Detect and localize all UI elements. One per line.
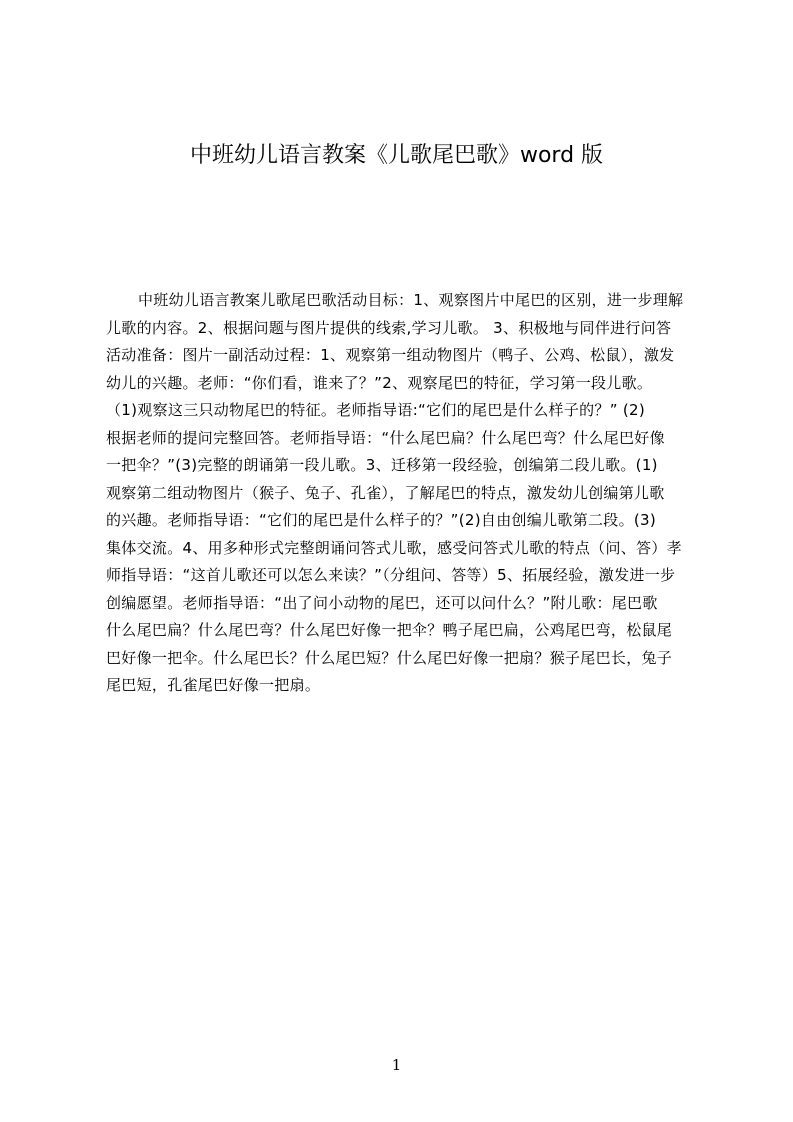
body-line: 的兴趣。老师指导语：“它们的尾巴是什么样子的？”(2)自由创编儿歌第二段。(3) bbox=[106, 511, 657, 529]
body-line: 一把伞？”(3)完整的朗诵第一段儿歌。3、迁移第一段经验，创编第二段儿歌。(1) bbox=[106, 456, 658, 474]
body-line: 儿歌的内容。2、根据问题与图片提供的线索,学习儿歌。 3、积极地与同伴进行问答 bbox=[106, 318, 672, 337]
page-number: 1 bbox=[391, 1056, 402, 1074]
document-title: 中班幼儿语言教案《儿歌尾巴歌》word 版 bbox=[189, 143, 604, 168]
body-line: 幼儿的兴趣。老师：“你们看，谁来了？”2、观察尾巴的特征，学习第一段儿歌。 bbox=[106, 373, 653, 392]
document-body bbox=[106, 287, 706, 700]
body-line: 师指导语：“这首儿歌还可以怎么来读？”（分组问、答等）5、拓展经验，激发进一步 bbox=[106, 566, 676, 584]
body-line: （1)观察这三只动物尾巴的特征。老师指导语:“它们的尾巴是什么样子的？” (2) bbox=[106, 401, 646, 419]
body-line: 活动准备：图片一副活动过程：1、观察第一组动物图片（鸭子、公鸡、松鼠），激发 bbox=[106, 346, 675, 364]
body-line: 观察第二组动物图片（猴子、兔子、孔雀），了解尾巴的特点，激发幼儿创编第儿歌 bbox=[106, 483, 665, 502]
body-line: 创编愿望。老师指导语：“出了问小动物的尾巴，还可以问什么？”附儿歌：尾巴歌 bbox=[106, 593, 658, 612]
body-line: 集体交流。4、用多种形式完整朗诵问答式儿歌，感受问答式儿歌的特点（问、答）孝 bbox=[106, 538, 682, 557]
body-line: 根据老师的提问完整回答。老师指导语：“什么尾巴扁？什么尾巴弯？什么尾巴好像 bbox=[106, 428, 665, 447]
body-line: 尾巴短，孔雀尾巴好像一把扇。 bbox=[106, 676, 321, 694]
body-line: 中班幼儿语言教案儿歌尾巴歌活动目标：1、观察图片中尾巴的区别，进一步理解 bbox=[138, 291, 684, 309]
body-line: 巴好像一把伞。什么尾巴长？什么尾巴短？什么尾巴好像一把扇？猴子尾巴长，兔子 bbox=[106, 648, 673, 667]
body-line: 什么尾巴扁？什么尾巴弯？什么尾巴好像一把伞？鸭子尾巴扁，公鸡尾巴弯，松鼠尾 bbox=[106, 621, 673, 639]
